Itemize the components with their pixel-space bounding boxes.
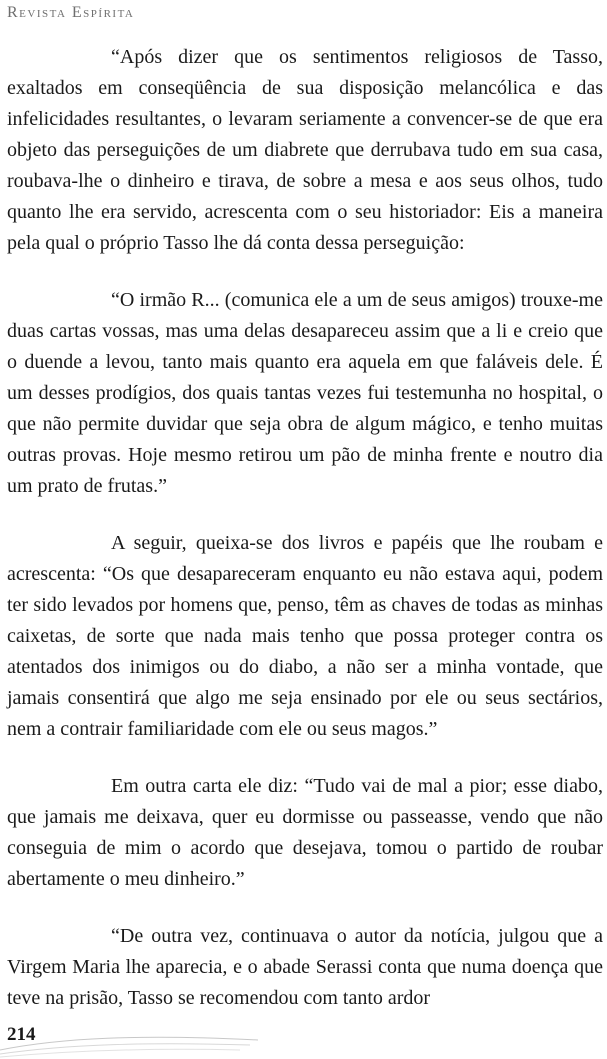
paragraph-2: “O irmão R... (comunica ele a um de seus amigos) trouxe-me duas cartas vossas, mas uma delas desapareceu assim que a li e creio que o duende a levou, tanto mais quanto era aquela em que faláveis dele. É um desses prodígios, dos quais tantas vezes fui testemunha no hospital, o que não permite duvidar que seja obra de algum mágico, e tenho muitas outras provas. Hoje mesmo retirou um pão de minha frente e noutro dia um prato de frutas.” xyxy=(7,289,603,497)
paragraph-1: “Após dizer que os sentimentos religiosos de Tasso, exaltados em conseqüência de sua disposição melancólica e das infelicidades resultantes, o levaram seriamente a convencer-se de que era objeto das perseguições de um diabrete que derrubava tudo em sua casa, roubava-lhe o dinheiro e tirava, de sobre a mesa e aos seus olhos, tudo quanto lhe era servido, acrescenta com o seu historiador: Eis a maneira pela qual o próprio Tasso lhe dá conta dessa perseguição: xyxy=(7,46,603,254)
running-header: Revista Espírita xyxy=(7,4,135,21)
paragraph-4: Em outra carta ele diz: “Tudo vai de mal a pior; esse diabo, que jamais me deixava, quer eu dormisse ou passeasse, vendo que não conseguia de mim o acordo que desejava, tomou o partido de roubar abertamente o meu dinheiro.” xyxy=(7,775,603,890)
paragraph-5: “De outra vez, continuava o autor da notícia, julgou que a Virgem Maria lhe aparecia, e o abade Serassi conta que numa doença que teve na prisão, Tasso se recomendou com tanto ardor xyxy=(7,925,603,1009)
decorative-swoosh xyxy=(0,1020,260,1059)
page-number: 214 xyxy=(7,1024,36,1045)
page-body xyxy=(7,42,603,1040)
paragraph-3: A seguir, queixa-se dos livros e papéis que lhe roubam e acrescenta: “Os que desapareceram enquanto eu não estava aqui, podem ter sido levados por homens que, penso, têm as chaves de todas as minhas caixetas, de sorte que nada mais tenho que possa proteger contra os atentados dos inimigos ou do diabo, a não ser a minha vontade, que jamais consentirá que algo me seja ensinado por ele ou seus sectários, nem a contrair familiaridade com ele ou seus magos.” xyxy=(7,532,603,740)
